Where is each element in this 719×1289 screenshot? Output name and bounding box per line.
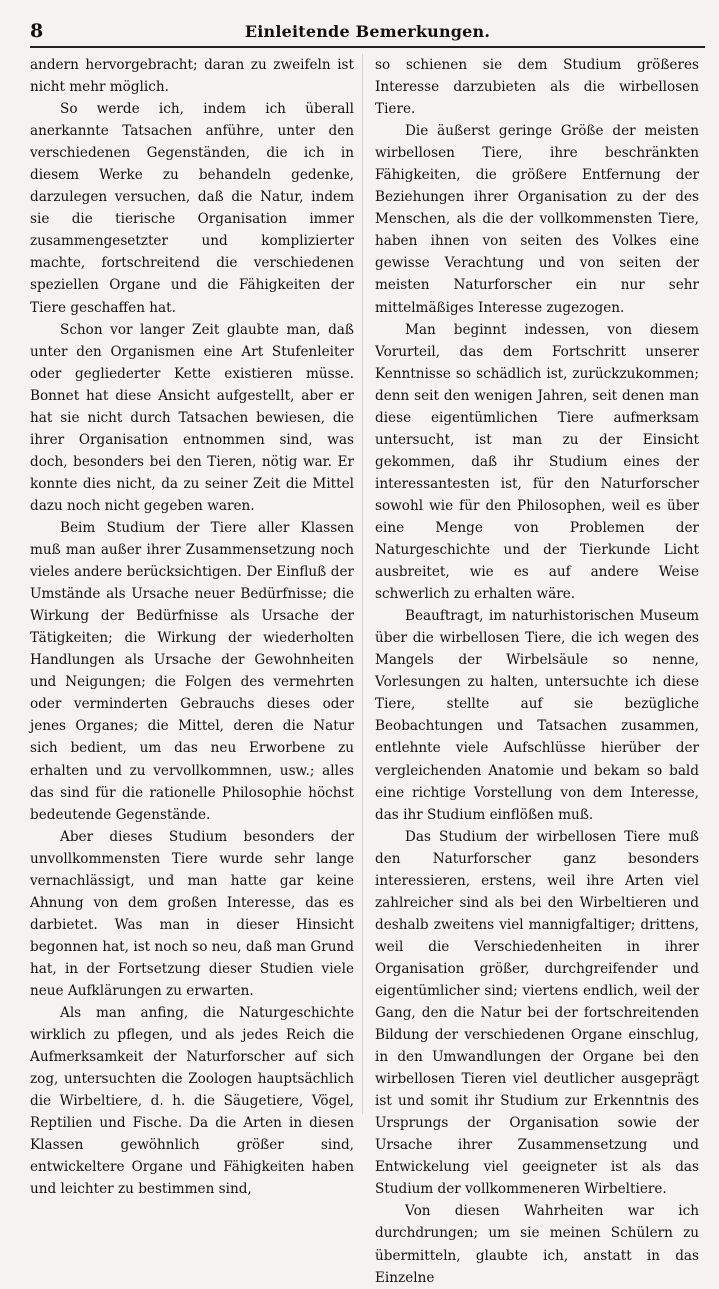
paragraph: Aber dieses Studium besonders der unvollkommensten Tiere wurde sehr lange vernachlässigt, und man hatte gar keine Ahnung von dem großen Interesse, das es darbietet. Was man in dieser Hinsicht begonnen hat, ist noch so neu, daß man Grund hat, in der Fortsetzung dieser Studien viele neue Aufklärungen zu erwarten. [30,828,354,999]
paragraph: Schon vor langer Zeit glaubte man, daß unter den Organismen eine Art Stufenleiter oder gegliederter Kette existieren müsse. Bonnet hat diese Ansicht aufgestellt, aber er hat sie nicht durch Tatsachen bewiesen, die ihrer Organisation entnommen sind, was doch, besonders bei den Tieren, nötig war. Er konnte dies nicht, da zu seiner Zeit die Mittel dazu noch nicht gegeben waren. [30,321,354,514]
left-column [30,54,354,1198]
paragraph: Von diesen Wahrheiten war ich durchdrungen; um sie meinen Schülern zu übermitteln, glaubte ich, anstatt in das Einzelne [375,1203,699,1286]
paragraph: so schienen sie dem Studium größeres Interesse darzubieten als die wirbellosen Tiere. [375,57,699,118]
paragraph: Das Studium der wirbellosen Tiere muß den Naturforscher ganz besonders interessieren, erstens, weil ihre Arten viel zahlreicher sind als bei den Wirbeltieren und deshalb zweitens viel mannigfaltiger; drittens, weil die Verschiedenheiten in ihrer Organisation größer, durchgreifender und eigentümlicher sind; viertens endlich, weil der Gang, den die Natur bei der fortschreitenden Bildung der verschiedenen Organe einschlug, in den Umwandlungen der Organe bei den wirbellosen Tieren viel deutlicher ausgeprägt ist und somit ihr Studium zur Erkenntnis des Ursprungs der Organisation sowie der Ursache ihrer Zusammensetzung und Entwickelung viel geeigneter ist als das Studium der vollkommeneren Wirbeltiere. [375,828,699,1198]
paragraph: Beim Studium der Tiere aller Klassen muß man außer ihrer Zusammensetzung noch vieles andere berücksichtigen. Der Einfluß der Umstände als Ursache neuer Bedürfnisse; die Wirkung der Bedürfnisse als Ursache der Tätigkeiten; die Wirkung der wiederholten Handlungen als Ursache der Gewohnheiten und Neigungen; die Folgen des vermehrten oder verminderten Gebrauchs dieses oder jenes Organes; die Mittel, deren die Natur sich bedient, um das neu Erworbene zu erhalten und zu vervollkommnen, usw.; alles das sind für die rationelle Philosophie höchst bedeutende Gegenstände. [30,519,354,823]
column-divider [362,54,363,1114]
page-number: 8 [30,20,44,42]
right-column [375,54,699,1286]
page-header [30,16,705,48]
paragraph: Man beginnt indessen, von diesem Vorurteil, das dem Fortschritt unserer Kenntnisse so schädlich ist, zurückzukommen; denn seit den wenigen Jahren, seit denen man diese eigentümlichen Tiere aufmerksam untersucht, ist man zu der Einsicht gekommen, daß ihr Studium eines der interessantesten ist, für den Naturforscher sowohl wie für den Philosophen, weil es über eine Menge von Problemen der Naturgeschichte und der Tierkunde Licht ausbreitet, wie es auf andere Weise schwerlich zu erhalten wäre. [375,321,699,603]
paragraph: Beauftragt, im naturhistorischen Museum über die wirbellosen Tiere, die ich wegen des Mangels der Wirbelsäule so nenne, Vorlesungen zu halten, untersuchte ich diese Tiere, stellte auf sie bezügliche Beobachtungen und Tatsachen zusammen, entlehnte viele Aufschlüsse hierüber der vergleichenden Anatomie und bekam so bald eine richtige Vorstellung von dem Interesse, das ihr Studium einflößen muß. [375,608,699,823]
paragraph: Als man anfing, die Naturgeschichte wirklich zu pflegen, und als jedes Reich die Aufmerksamkeit der Naturforscher auf sich zog, untersuchten die Zoologen hauptsächlich die Wirbeltiere, d. h. die Säugetiere, Vögel, Reptilien und Fische. Da die Arten in diesen Klassen gewöhnlich größer sind, entwickeltere Organe und Fähigkeiten haben und leichter zu bestimmen sind, [30,1005,354,1198]
paragraph: Die äußerst geringe Größe der meisten wirbellosen Tiere, ihre beschränkten Fähigkeiten, die größere Entfernung der Beziehungen ihrer Organisation zu der des Menschen, als die der vollkommensten Tiere, haben ihnen von seiten des Volkes eine gewisse Verachtung und von seiten der meisten Naturforscher ein nur sehr mittelmäßiges Interesse zugezogen. [375,123,699,316]
running-head: Einleitende Bemerkungen. [244,22,491,41]
paragraph: andern hervorgebracht; daran zu zweifeln ist nicht mehr möglich. [30,57,354,96]
paragraph: So werde ich, indem ich überall anerkannte Tatsachen anführe, unter den verschiedenen Gegenständen, die ich in diesem Werke zu behandeln gedenke, darzulegen versuchen, daß die Natur, indem sie die tierische Organisation immer zusammengesetzter und komplizierter machte, fortschreitend die verschiedenen speziellen Organe und die Fähigkeiten der Tiere geschaffen hat. [30,101,354,316]
